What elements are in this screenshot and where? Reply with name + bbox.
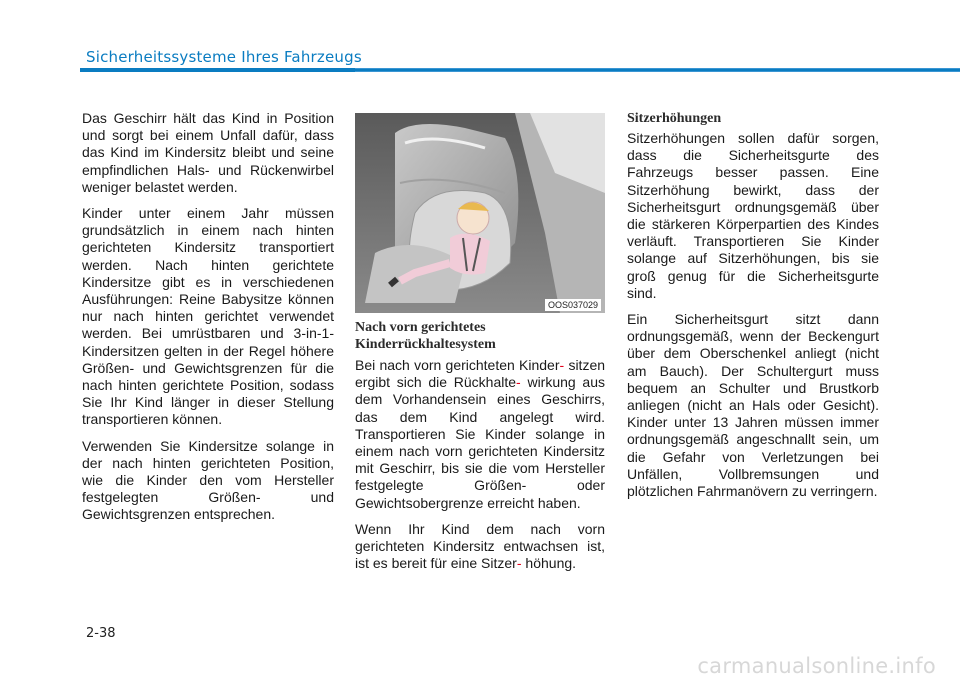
section-title: Sicherheitssysteme Ihres Fahrzeugs [86, 48, 362, 66]
child-seat-illustration [355, 113, 605, 313]
paragraph: Kinder unter einem Jahr müssen grundsätzlich in einem nach hinten gerichteten Kindersitz transportiert werden. Nach hinten gerichtete Kindersitze gibt es in verschiedenen Ausführungen: Reine Babysitze können nur nach hinten gerichtet verwendet werden. Bei umrüstbaren und 3-in-1-Kindersitzen gelten in der Regel höhere Größen- und Gewichtsgrenzen für die nach hinten gerichtete Position, sodass Sie Ihr Kind länger in dieser Stellung transportieren können. [82, 205, 334, 428]
paragraph: Verwenden Sie Kindersitze solange in der nach hinten gerichteten Position, wie die Kinder den vom Hersteller festgelegten Größen- und Gewichtsgrenzen entsprechen. [82, 437, 334, 523]
watermark: carmanualsonline.info [697, 654, 936, 678]
heading-booster-seats: Sitzerhöhungen [627, 111, 722, 126]
heading-forward-facing: Nach vorn gerichtetes Kinderrückhaltesystem [355, 320, 496, 352]
column-middle [355, 113, 605, 581]
paragraph: Ein Sicherheitsgurt sitzt dann ordnungsgemäß, wenn der Beckengurt über dem Oberschenkel anliegt (nicht am Bauch). Der Schultergurt muss bequem an Schulter und Brustkorb anliegen (nicht an Hals oder Gesicht). Kinder unter 13 Jahren müssen immer ordnungsgemäß angeschnallt sein, um die Gefahr von Verletzungen bei Unfällen, Vollbremsungen und plötzlichen Fahrmanövern zu verringern. [627, 311, 879, 500]
paragraph: Das Geschirr hält das Kind in Position und sorgt bei einem Unfall dafür, dass das Kind im Kindersitz bleibt und seine empfindlichen Hals- und Rückenwirbel weniger belastet werden. [82, 110, 334, 195]
paragraph: Bei nach vorn gerichteten Kinder- sitzen ergibt sich die Rückhalte- wirkung aus dem Vorhandensein eines Geschirrs, das dem Kind angelegt wird. Transportieren Sie Kinder solange in einem nach vorn gerichteten Kindersitz mit Geschirr, bis sie die vom Hersteller festgelegte Größen- oder Gewichtsobergrenze erreicht haben. [355, 357, 606, 511]
column-left [82, 110, 334, 533]
title-rule [80, 68, 960, 72]
page-number: 2-38 [86, 626, 116, 641]
column-right [627, 110, 879, 509]
paragraph: Sitzerhöhungen sollen dafür sorgen, dass die Sicherheitsgurte des Fahrzeugs besser passen. Eine Sitzerhöhung bewirkt, dass der Sicherheitsgurt ordnungsgemäß über die stärkeren Körperpartien des Kindes verläuft. Transportieren Sie Kinder solange auf Sitzerhöhungen, bis sie groß genug für die Sicherheitsgurte sind. [627, 130, 879, 301]
paragraph: Wenn Ihr Kind dem nach vorn gerichteten Kindersitz entwachsen ist, ist es bereit für eine Sitzer- höhung. [355, 520, 605, 572]
car-interior-image [355, 113, 605, 313]
figure-code: OOS037029 [545, 299, 601, 311]
